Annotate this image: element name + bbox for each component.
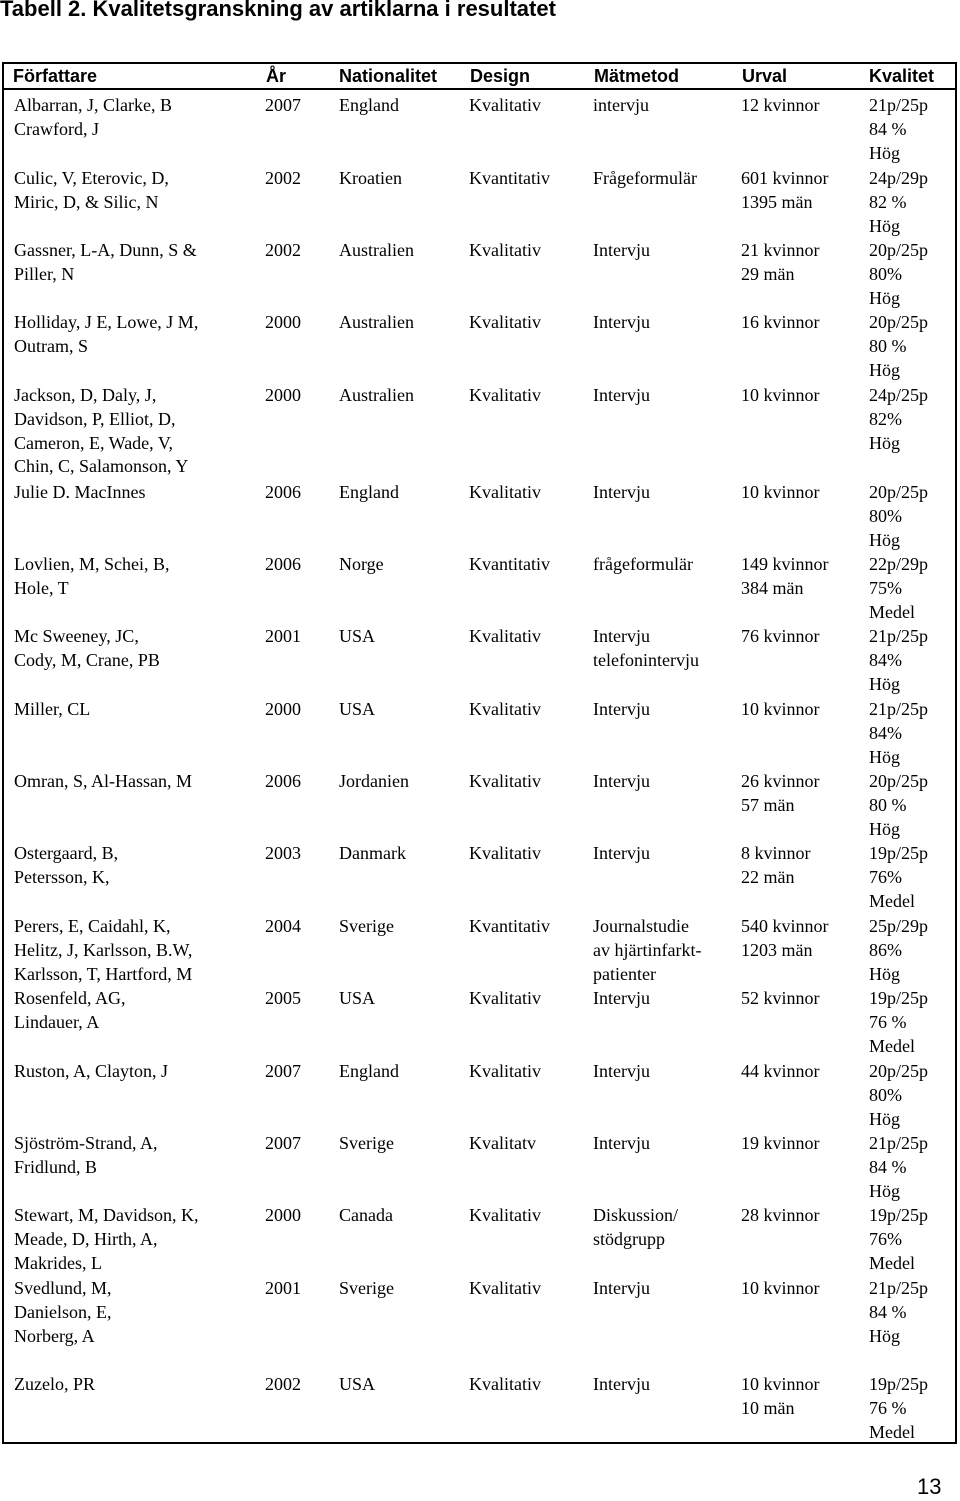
year-cell: 2004: [265, 916, 301, 936]
nationality-cell: Jordanien: [339, 771, 409, 791]
year-cell: 2000: [265, 699, 301, 719]
quality-cell: 20p/25p 80% Hög: [869, 240, 929, 308]
year-cell: 2000: [265, 1205, 301, 1225]
nationality-cell: Kroatien: [339, 168, 402, 188]
quality-cell: 24p/25p 82% Hög: [869, 385, 929, 453]
author-cell: Perers, E, Caidahl, K, Helitz, J, Karlsson, B.W, Karlsson, T, Hartford, M: [14, 916, 193, 984]
sample-cell: 52 kvinnor: [741, 988, 820, 1008]
author-cell: Omran, S, Al-Hassan, M: [14, 771, 192, 791]
design-cell: Kvalitativ: [469, 240, 541, 260]
quality-review-table: [2, 62, 957, 1444]
method-cell: Intervju: [593, 988, 650, 1008]
sample-cell: 28 kvinnor: [741, 1205, 820, 1225]
author-cell: Sjöström-Strand, A, Fridlund, B: [14, 1133, 158, 1177]
quality-cell: 20p/25p 80% Hög: [869, 1061, 929, 1129]
quality-cell: 21p/25p 84% Hög: [869, 699, 929, 767]
author-cell: Albarran, J, Clarke, B Crawford, J: [14, 95, 172, 139]
nationality-cell: Australien: [339, 385, 414, 405]
author-cell: Stewart, M, Davidson, K, Meade, D, Hirth, A, Makrides, L: [14, 1205, 199, 1273]
quality-cell: 19p/25p 76% Medel: [869, 1205, 929, 1273]
design-cell: Kvalitativ: [469, 988, 541, 1008]
quality-cell: 19p/25p 76 % Medel: [869, 988, 929, 1056]
quality-cell: 21p/25p 84% Hög: [869, 626, 929, 694]
author-cell: Jackson, D, Daly, J, Davidson, P, Elliot, D, Cameron, E, Wade, V, Chin, C, Salamonson, Y: [14, 385, 189, 477]
author-cell: Rosenfeld, AG, Lindauer, A: [14, 988, 126, 1032]
year-cell: 2006: [265, 554, 301, 574]
method-cell: Intervju: [593, 482, 650, 502]
nationality-cell: England: [339, 1061, 399, 1081]
sample-cell: 540 kvinnor 1203 män: [741, 916, 829, 960]
method-cell: Intervju: [593, 1061, 650, 1081]
design-cell: Kvalitativ: [469, 1278, 541, 1298]
year-cell: 2001: [265, 1278, 301, 1298]
method-cell: Intervju: [593, 771, 650, 791]
year-cell: 2007: [265, 95, 301, 115]
method-cell: Intervju: [593, 385, 650, 405]
method-cell: Intervju: [593, 1133, 650, 1153]
quality-cell: 20p/25p 80 % Hög: [869, 771, 929, 839]
sample-cell: 44 kvinnor: [741, 1061, 820, 1081]
quality-cell: 20p/25p 80% Hög: [869, 482, 929, 550]
year-cell: 2006: [265, 482, 301, 502]
sample-cell: 10 kvinnor: [741, 1278, 820, 1298]
nationality-cell: Danmark: [339, 843, 406, 863]
sample-cell: 10 kvinnor: [741, 385, 820, 405]
nationality-cell: Sverige: [339, 1278, 394, 1298]
year-cell: 2000: [265, 312, 301, 332]
author-cell: Lovlien, M, Schei, B, Hole, T: [14, 554, 170, 598]
design-cell: Kvalitativ: [469, 843, 541, 863]
sample-cell: 10 kvinnor: [741, 699, 820, 719]
author-cell: Mc Sweeney, JC, Cody, M, Crane, PB: [14, 626, 160, 670]
year-cell: 2002: [265, 168, 301, 188]
header-design: Design: [470, 66, 531, 86]
year-cell: 2006: [265, 771, 301, 791]
design-cell: Kvalitativ: [469, 771, 541, 791]
quality-cell: 19p/25p 76 % Medel: [869, 1374, 929, 1442]
quality-cell: 21p/25p 84 % Hög: [869, 95, 929, 163]
design-cell: Kvantitativ: [469, 168, 550, 188]
design-cell: Kvantitativ: [469, 916, 550, 936]
sample-cell: 10 kvinnor 10 män: [741, 1374, 820, 1418]
sample-cell: 76 kvinnor: [741, 626, 820, 646]
header-year: År: [266, 66, 287, 86]
sample-cell: 26 kvinnor 57 män: [741, 771, 820, 815]
year-cell: 2007: [265, 1133, 301, 1153]
method-cell: Intervju: [593, 843, 650, 863]
author-cell: Holliday, J E, Lowe, J M, Outram, S: [14, 312, 199, 356]
design-cell: Kvalitativ: [469, 1205, 541, 1225]
quality-cell: 24p/29p 82 % Hög: [869, 168, 929, 236]
design-cell: Kvalitativ: [469, 482, 541, 502]
design-cell: Kvalitativ: [469, 312, 541, 332]
sample-cell: 149 kvinnor 384 män: [741, 554, 829, 598]
year-cell: 2000: [265, 385, 301, 405]
year-cell: 2002: [265, 1374, 301, 1394]
author-cell: Culic, V, Eterovic, D, Miric, D, & Silic, N: [14, 168, 169, 212]
author-cell: Svedlund, M, Danielson, E, Norberg, A: [14, 1278, 112, 1346]
method-cell: Intervju: [593, 240, 650, 260]
header-nationality: Nationalitet: [339, 66, 438, 86]
nationality-cell: Sverige: [339, 1133, 394, 1153]
nationality-cell: Australien: [339, 312, 414, 332]
quality-cell: 20p/25p 80 % Hög: [869, 312, 929, 380]
method-cell: Intervju: [593, 312, 650, 332]
author-cell: Ostergaard, B, Petersson, K,: [14, 843, 119, 887]
header-method: Mätmetod: [594, 66, 679, 86]
quality-cell: 19p/25p 76% Medel: [869, 843, 929, 911]
author-cell: Zuzelo, PR: [14, 1374, 95, 1394]
header-author: Författare: [13, 66, 98, 86]
sample-cell: 10 kvinnor: [741, 482, 820, 502]
method-cell: Intervju: [593, 1278, 650, 1298]
sample-cell: 12 kvinnor: [741, 95, 820, 115]
method-cell: Intervju: [593, 1374, 650, 1394]
nationality-cell: Sverige: [339, 916, 394, 936]
nationality-cell: Australien: [339, 240, 414, 260]
quality-cell: 22p/29p 75% Medel: [869, 554, 929, 622]
quality-cell: 21p/25p 84 % Hög: [869, 1278, 929, 1346]
author-cell: Julie D. MacInnes: [14, 482, 146, 502]
sample-cell: 21 kvinnor 29 män: [741, 240, 820, 284]
design-cell: Kvalitativ: [469, 1374, 541, 1394]
design-cell: Kvantitativ: [469, 554, 550, 574]
table-title: Tabell 2. Kvalitetsgranskning av artiklarna i resultatet: [0, 0, 556, 21]
nationality-cell: USA: [339, 1374, 376, 1394]
design-cell: Kvalitativ: [469, 1061, 541, 1081]
nationality-cell: Canada: [339, 1205, 393, 1225]
sample-cell: 19 kvinnor: [741, 1133, 820, 1153]
nationality-cell: England: [339, 482, 399, 502]
author-cell: Miller, CL: [14, 699, 91, 719]
method-cell: Intervju: [593, 699, 650, 719]
year-cell: 2003: [265, 843, 301, 863]
design-cell: Kvalitativ: [469, 699, 541, 719]
nationality-cell: USA: [339, 626, 376, 646]
method-cell: Frågeformulär: [593, 168, 697, 188]
method-cell: intervju: [593, 95, 649, 115]
nationality-cell: Norge: [339, 554, 384, 574]
design-cell: Kvalitativ: [469, 385, 541, 405]
year-cell: 2002: [265, 240, 301, 260]
year-cell: 2001: [265, 626, 301, 646]
sample-cell: 601 kvinnor 1395 män: [741, 168, 829, 212]
author-cell: Gassner, L-A, Dunn, S & Piller, N: [14, 240, 197, 284]
method-cell: Diskussion/ stödgrupp: [593, 1205, 679, 1249]
method-cell: Intervju telefonintervju: [593, 626, 699, 670]
nationality-cell: USA: [339, 988, 376, 1008]
design-cell: Kvalitativ: [469, 626, 541, 646]
nationality-cell: USA: [339, 699, 376, 719]
sample-cell: 16 kvinnor: [741, 312, 820, 332]
table-header: [4, 64, 955, 90]
design-cell: Kvalitatv: [469, 1133, 536, 1153]
author-cell: Ruston, A, Clayton, J: [14, 1061, 169, 1081]
method-cell: Journalstudie av hjärtinfarkt- patienter: [593, 916, 702, 984]
page-number: 13: [917, 1474, 942, 1499]
header-sample: Urval: [742, 66, 788, 86]
method-cell: frågeformulär: [593, 554, 693, 574]
nationality-cell: England: [339, 95, 399, 115]
design-cell: Kvalitativ: [469, 95, 541, 115]
year-cell: 2005: [265, 988, 301, 1008]
quality-cell: 21p/25p 84 % Hög: [869, 1133, 929, 1201]
header-quality: Kvalitet: [869, 66, 935, 86]
sample-cell: 8 kvinnor 22 män: [741, 843, 811, 887]
quality-cell: 25p/29p 86% Hög: [869, 916, 929, 984]
year-cell: 2007: [265, 1061, 301, 1081]
